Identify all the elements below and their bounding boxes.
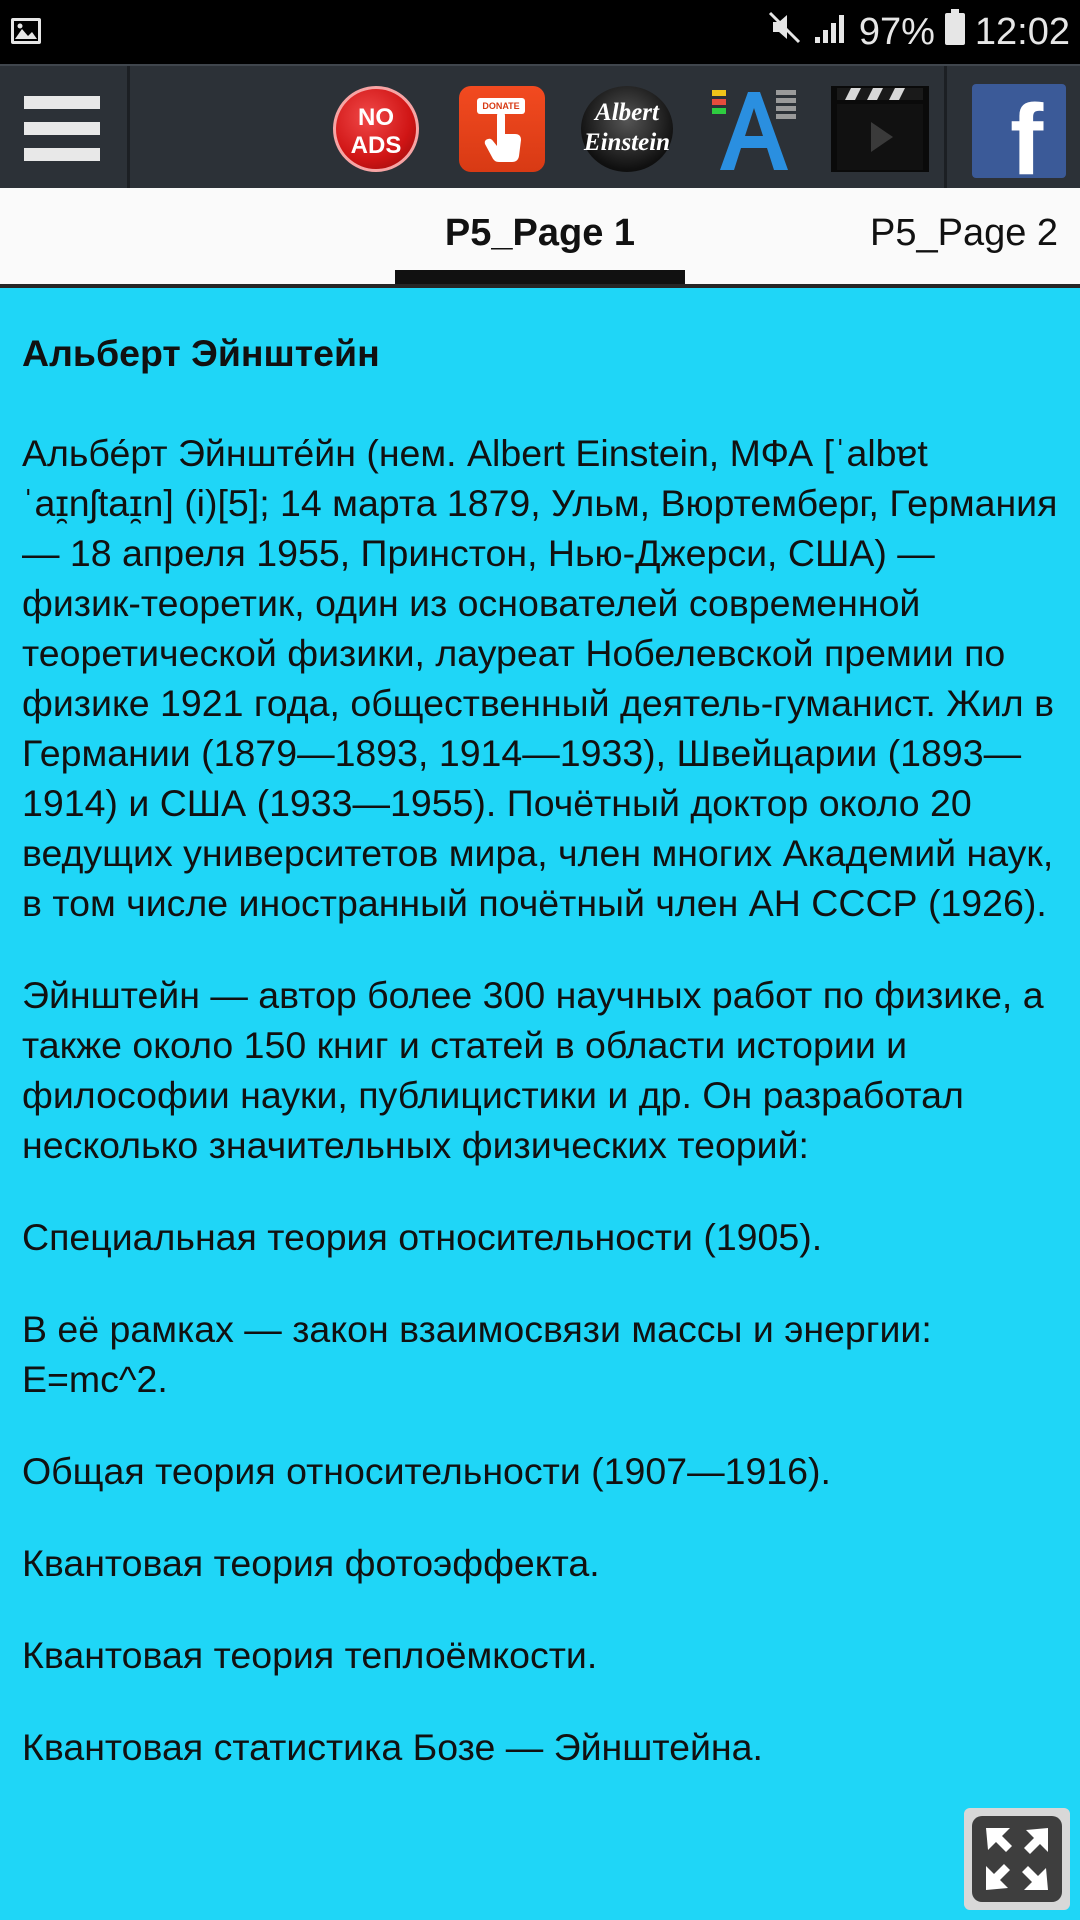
tab-page-1[interactable]: P5_Page 1 bbox=[444, 212, 636, 254]
article-paragraph: В её рамках — закон взаимосвязи массы и энергии: E=mc^2. bbox=[22, 1308, 932, 1400]
no-ads-button[interactable] bbox=[333, 86, 419, 172]
battery-percent: 97% bbox=[858, 10, 935, 53]
einstein-label-line1: Albert bbox=[595, 99, 659, 126]
font-size-button[interactable] bbox=[710, 86, 798, 172]
facebook-button[interactable] bbox=[972, 84, 1066, 178]
clock: 12:02 bbox=[974, 10, 1070, 53]
article-title: Альберт Эйнштейн bbox=[22, 332, 380, 374]
fullscreen-icon bbox=[972, 1816, 1062, 1902]
facebook-icon: f bbox=[1010, 84, 1044, 178]
app-toolbar bbox=[0, 64, 1080, 188]
tab-bar bbox=[0, 188, 1080, 284]
article-paragraph: Квантовая теория фотоэффекта. bbox=[22, 1542, 600, 1584]
article-content bbox=[22, 320, 1062, 1814]
tab-page-2[interactable]: P5_Page 2 bbox=[870, 212, 1059, 254]
video-icon bbox=[831, 86, 929, 172]
article-paragraph: Эйнштейн — автор более 300 научных работ по физике, а также около 150 книг и статей в области истории и философии науки, публицистики и др. Он разработал несколько значительных физических теорий: bbox=[22, 974, 1044, 1166]
fullscreen-button[interactable] bbox=[964, 1808, 1070, 1910]
menu-button[interactable] bbox=[0, 66, 130, 188]
video-button[interactable] bbox=[831, 86, 929, 172]
article-paragraph: Альбе́рт Эйнште́йн (нем. Albert Einstein, МФА [ˈalbɐt ˈaɪ̯nʃtaɪ̯n] (i)[5]; 14 марта 1879, Ульм, Вюртемберг, Германия — 18 апреля 1955, Принстон, Нью-Джерси, США) — физик-теоретик, один из основателей современной теоретической физики, лауреат Нобелевской премии по физике 1921 года, общественный деятель-гуманист. Жил в Германии (1879—1893, 1914—1933), Швейцарии (1893—1914) и США (1933—1955). Почётный доктор около 20 ведущих университетов мира, член многих Академий наук, в том числе иностранный почётный член АН СССР (1926). bbox=[22, 432, 1058, 924]
active-tab-indicator bbox=[395, 270, 685, 284]
font-size-icon bbox=[710, 86, 798, 172]
donate-button[interactable] bbox=[459, 86, 545, 172]
no-ads-label-line1: NO bbox=[358, 104, 394, 131]
donate-tag: DONATE bbox=[477, 98, 525, 114]
article-paragraph: Общая теория относительности (1907—1916). bbox=[22, 1450, 831, 1492]
battery-icon bbox=[943, 7, 967, 57]
no-ads-label-line2: ADS bbox=[350, 132, 402, 159]
donate-icon bbox=[481, 110, 525, 166]
einstein-label-line2: Einstein bbox=[583, 129, 671, 156]
image-icon bbox=[10, 15, 42, 47]
article-paragraph: Квантовая теория теплоёмкости. bbox=[22, 1634, 598, 1676]
albert-einstein-button[interactable] bbox=[581, 86, 673, 172]
signal-icon bbox=[813, 7, 851, 57]
status-indicators bbox=[765, 0, 1070, 64]
article-paragraph: Квантовая статистика Бозе — Эйнштейна. bbox=[22, 1726, 763, 1768]
toolbar-divider bbox=[944, 66, 947, 188]
tab-bar-divider bbox=[0, 284, 1080, 288]
article-paragraph: Специальная теория относительности (1905). bbox=[22, 1216, 823, 1258]
status-bar bbox=[0, 0, 1080, 64]
mute-icon bbox=[765, 7, 805, 57]
